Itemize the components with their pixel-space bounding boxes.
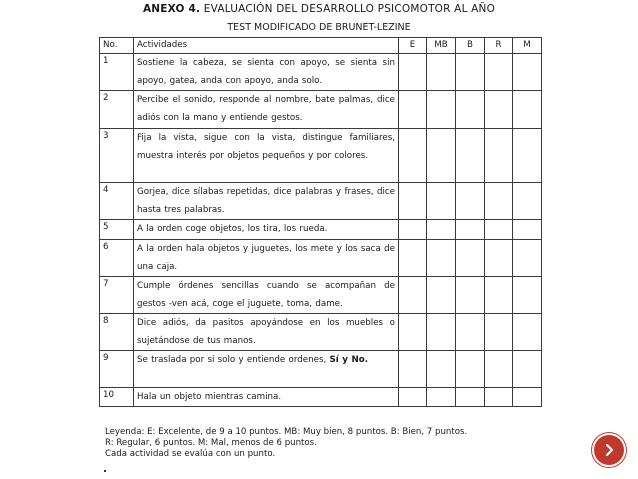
score-cell-r[interactable] [485, 91, 513, 128]
page-subtitle: TEST MODIFICADO DE BRUNET-LEZINE [227, 22, 411, 33]
activity-text: Cumple órdenes sencillas cuando se acompañan de gestos -ven acá, coge el juguete, toma, dame. [137, 280, 395, 309]
table-row [100, 91, 542, 128]
activity-cell [134, 128, 399, 182]
table-row [100, 276, 542, 313]
score-cell-b[interactable] [456, 276, 485, 313]
table-row [100, 314, 542, 351]
score-cell-mb[interactable] [427, 314, 456, 351]
score-cell-r[interactable] [485, 276, 513, 313]
activity-cell [134, 351, 399, 387]
legend [105, 427, 565, 460]
row-number: 6 [100, 239, 134, 276]
title-text: EVALUACIÓN DEL DESARROLLO PSICOMOTOR AL AÑO [203, 3, 496, 15]
activity-text: A la orden hala objetos y juguetes, los mete y los saca de una caja. [137, 243, 395, 272]
score-cell-mb[interactable] [427, 239, 456, 276]
table-row [100, 387, 542, 406]
score-cell-m[interactable] [513, 276, 542, 313]
score-cell-r[interactable] [485, 220, 513, 239]
annex-label: ANEXO 4. [142, 3, 201, 15]
table-header-row [100, 38, 542, 54]
bullet-dot [104, 470, 106, 472]
row-number: 5 [100, 220, 134, 239]
column-header-m: M [513, 38, 542, 54]
score-cell-b[interactable] [456, 128, 485, 182]
score-cell-e[interactable] [399, 387, 427, 406]
activity-text: Hala un objeto mientras camina. [137, 391, 282, 402]
score-cell-b[interactable] [456, 239, 485, 276]
score-cell-b[interactable] [456, 183, 485, 220]
score-cell-r[interactable] [485, 314, 513, 351]
row-number: 10 [100, 387, 134, 406]
score-cell-e[interactable] [399, 128, 427, 182]
legend-line-2: R: Regular, 6 puntos. M: Mal, menos de 6 puntos. [105, 438, 317, 448]
score-cell-b[interactable] [456, 220, 485, 239]
legend-line-1: Leyenda: E: Excelente, de 9 a 10 puntos. MB: Muy bien, 8 puntos. B: Bien, 7 puntos. [105, 427, 468, 437]
score-cell-mb[interactable] [427, 54, 456, 91]
score-cell-e[interactable] [399, 54, 427, 91]
evaluation-table [99, 37, 542, 407]
activity-text: Dice adiós, da pasitos apoyándose en los muebles o sujetándose de tus manos. [137, 318, 395, 347]
score-cell-mb[interactable] [427, 183, 456, 220]
activity-cell [134, 314, 399, 351]
row-number: 8 [100, 314, 134, 351]
row-number: 2 [100, 91, 134, 128]
table-row [100, 351, 542, 387]
column-header-mb: MB [427, 38, 456, 54]
score-cell-b[interactable] [456, 91, 485, 128]
activity-cell [134, 276, 399, 313]
column-header-no: No. [100, 38, 134, 54]
score-cell-r[interactable] [485, 239, 513, 276]
score-cell-e[interactable] [399, 276, 427, 313]
score-cell-m[interactable] [513, 387, 542, 406]
score-cell-r[interactable] [485, 183, 513, 220]
column-header-e: E [399, 38, 427, 54]
column-header-r: R [485, 38, 513, 54]
activity-text: Percibe el sonido, responde al nombre, bate palmas, dice adiós con la mano y entiende gestos. [137, 95, 395, 124]
activity-cell [134, 91, 399, 128]
table-row [100, 220, 542, 239]
activity-cell [134, 183, 399, 220]
score-cell-r[interactable] [485, 351, 513, 387]
score-cell-m[interactable] [513, 314, 542, 351]
table-row [100, 239, 542, 276]
score-cell-mb[interactable] [427, 128, 456, 182]
score-cell-b[interactable] [456, 387, 485, 406]
column-header-activities: Actividades [134, 38, 399, 54]
score-cell-b[interactable] [456, 314, 485, 351]
score-cell-m[interactable] [513, 54, 542, 91]
activity-cell [134, 239, 399, 276]
legend-line-3: Cada actividad se evalúa con un punto. [105, 449, 276, 459]
score-cell-mb[interactable] [427, 351, 456, 387]
activity-cell [134, 387, 399, 406]
score-cell-b[interactable] [456, 54, 485, 91]
score-cell-e[interactable] [399, 351, 427, 387]
score-cell-r[interactable] [485, 387, 513, 406]
row-number: 3 [100, 128, 134, 182]
score-cell-r[interactable] [485, 128, 513, 182]
column-header-b: B [456, 38, 485, 54]
row-number: 1 [100, 54, 134, 91]
score-cell-e[interactable] [399, 183, 427, 220]
table-row [100, 128, 542, 182]
activity-text: Sostiene la cabeza, se sienta con apoyo, se sienta sin apoyo, gatea, anda con apoyo, anda solo. [137, 58, 395, 86]
row-number: 9 [100, 351, 134, 387]
score-cell-mb[interactable] [427, 91, 456, 128]
activity-text: A la orden coge objetos, los tira, los rueda. [137, 224, 328, 235]
row-number: 7 [100, 276, 134, 313]
score-cell-e[interactable] [399, 314, 427, 351]
score-cell-m[interactable] [513, 183, 542, 220]
score-cell-mb[interactable] [427, 220, 456, 239]
score-cell-e[interactable] [399, 220, 427, 239]
table-row [100, 54, 542, 91]
activity-text: Fija la vista, sigue con la vista, distingue familiares, muestra interés por objetos pequeños y por colores. [137, 132, 395, 161]
score-cell-mb[interactable] [427, 276, 456, 313]
activity-bold-text: Sí y No. [329, 355, 369, 366]
activity-text: Se traslada por si solo y entiende ordenes, [137, 355, 327, 366]
activity-cell [134, 220, 399, 239]
score-cell-m[interactable] [513, 239, 542, 276]
page-title [0, 3, 638, 15]
table-row [100, 183, 542, 220]
score-cell-m[interactable] [513, 91, 542, 128]
activity-cell [134, 54, 399, 91]
next-slide-button[interactable] [594, 435, 624, 465]
chevron-right-icon [601, 442, 617, 458]
score-cell-m[interactable] [513, 128, 542, 182]
score-cell-b[interactable] [456, 351, 485, 387]
score-cell-mb[interactable] [427, 387, 456, 406]
score-cell-e[interactable] [399, 91, 427, 128]
score-cell-m[interactable] [513, 351, 542, 387]
score-cell-e[interactable] [399, 239, 427, 276]
score-cell-m[interactable] [513, 220, 542, 239]
row-number: 4 [100, 183, 134, 220]
score-cell-r[interactable] [485, 54, 513, 91]
activity-text: Gorjea, dice sílabas repetidas, dice palabras y frases, dice hasta tres palabras. [137, 187, 395, 216]
